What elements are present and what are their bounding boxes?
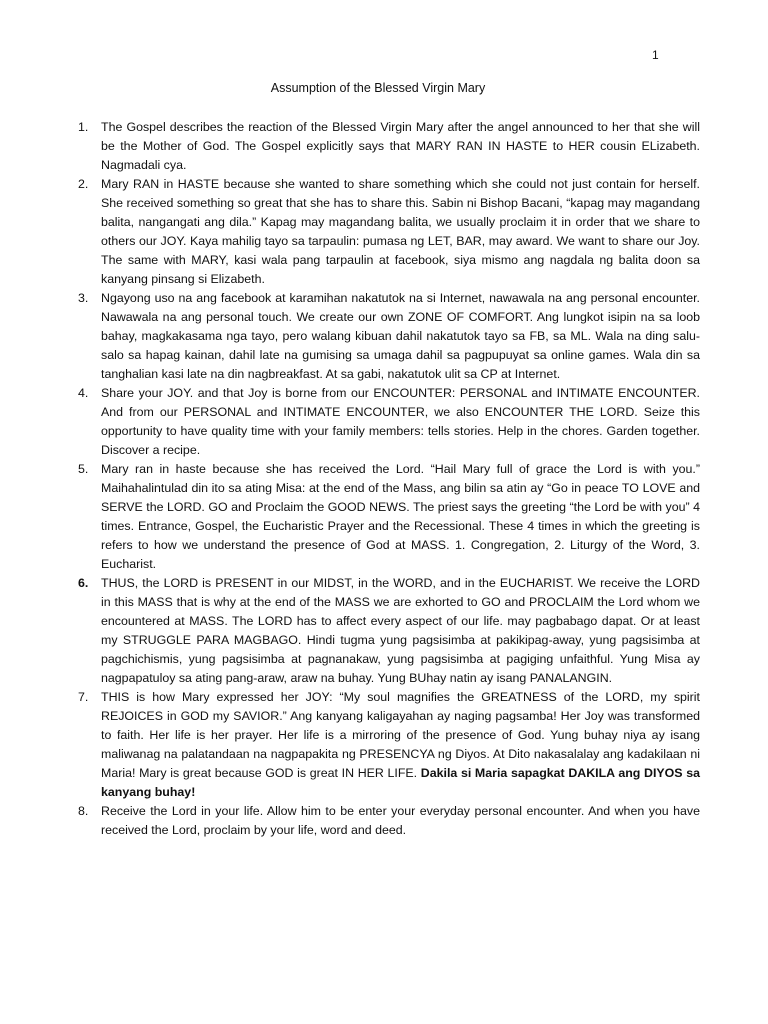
list-item-number: 6. (78, 576, 89, 590)
list-item (72, 574, 700, 688)
list-item-text: Receive the Lord in your life. Allow him to be enter your everyday personal encounter. And when you have received the Lord, proclaim by your life, word and deed. (101, 804, 700, 837)
list-item-number: 1. (78, 120, 89, 134)
list-item-text: Mary ran in haste because she has received the Lord. “Hail Mary full of grace the Lord is with you.” Maihahalintulad din ito sa ating Misa: at the end of the Mass, ang bilin sa atin ay “Go in peace TO LOVE and SERVE the LORD. GO and Proclaim the GOOD NEWS. The priest says the greeting “the Lord be with you” 4 times. Entrance, Gospel, the Eucharistic Prayer and the Recessional. These 4 times in which the greeting is refers to how we understand the presence of God at MASS. 1. Congregation, 2. Liturgy of the Word, 3. Eucharist. (101, 462, 700, 571)
list-item (72, 289, 700, 384)
list-item-text: Share your JOY. and that Joy is borne from our ENCOUNTER: PERSONAL and INTIMATE ENCOUNTER. And from our PERSONAL and INTIMATE ENCOUNTER, we also ENCOUNTER THE LORD. Seize this opportunity to have quality time with your family members: tells stories. Help in the chores. Garden together. Discover a recipe. (101, 386, 700, 457)
list-item-text: The Gospel describes the reaction of the Blessed Virgin Mary after the angel announced to her that she will be the Mother of God. The Gospel explicitly says that MARY RAN IN HASTE to HER cousin ELizabeth. Nagmadali cya. (101, 120, 700, 172)
list-item-text: Mary RAN in HASTE because she wanted to share something which she could not just contain for herself. She received something so great that she has to share this. Sabin ni Bishop Bacani, “kapag may magandang balita, nangangati ang dila.” Kapag may magandang balita, we usually proclaim it in order that we share to others our JOY. Kaya mahilig tayo sa tarpaulin: pumasa ng LET, BAR, may award. We want to share our Joy. The same with MARY, kasi wala pang tarpaulin at facebook, siya mismo ang nagdala ng balita doon sa kanyang pinsang si Elizabeth. (101, 177, 700, 286)
list-item-number: 4. (78, 386, 89, 400)
list-item (72, 384, 700, 460)
list-item-text: Ngayong uso na ang facebook at karamihan nakatutok na si Internet, nawawala na ang personal encounter. Nawawala na ang personal touch. We create our own ZONE OF COMFORT. Ang lungkot isipin na sa loob bahay, magkakasama nga tayo, pero walang kibuan dahil nakatutok tayo sa FB, sa ML. Wala na ding salu-salo sa hapag kainan, dahil late na gumising sa umaga dahil sa pagpupuyat sa online games. Wala din sa tanghalian kasi late na din nagbreakfast. At sa gabi, nakatutok ulit sa CP at Internet. (101, 291, 700, 381)
list-item (72, 175, 700, 289)
numbered-list (72, 118, 700, 840)
list-item (72, 118, 700, 175)
list-item (72, 688, 700, 802)
page-number: 1 (652, 48, 659, 62)
list-item-bold-text: Dakila si Maria sapagkat DAKILA ang DIYOS sa kanyang buhay! (101, 766, 701, 799)
list-item-text: THIS is how Mary expressed her JOY: “My soul magnifies the GREATNESS of the LORD, my spirit REJOICES in GOD my SAVIOR.” Ang kanyang kaligayahan ay naging pagsamba! Her Joy was transformed to faith. Her life is her prayer. Her life is a mirroring of the presence of God. Yung buhay niya ay isang maliwanag na palatandaan na nagpapakita ng PRESENCYA ng Diyos. At Dito nakasalalay ang kadakilaan ni Maria! Mary is great because GOD is great IN HER LIFE. (101, 690, 700, 780)
page-title: Assumption of the Blessed Virgin Mary (270, 81, 486, 95)
list-item-number: 2. (78, 177, 89, 191)
list-item-number: 3. (78, 291, 89, 305)
list-item (72, 460, 700, 574)
list-item-number: 7. (78, 690, 89, 704)
list-item-number: 5. (78, 462, 89, 476)
list-item-text: THUS, the LORD is PRESENT in our MIDST, in the WORD, and in the EUCHARIST. We receive the LORD in this MASS that is why at the end of the MASS we are exhorted to GO and PROCLAIM the Lord whom we encountered at MASS. The LORD has to affect every aspect of our life. may pagbabago dapat. Or at least my STRUGGLE PARA MAGBAGO. Hindi tugma yung pagsisimba at pakikipag-away, yung pagsisimba at pagchichismis, yung pagsisimba at pagnanakaw, yung pagsisimba at pagiging unfaithful. Yung Misa ay nagpapatuloy sa ating pang-araw, araw na buhay. Yung BUhay natin ay isang PANALANGIN. (101, 576, 700, 685)
list-item (72, 802, 700, 840)
list-item-number: 8. (78, 804, 89, 818)
